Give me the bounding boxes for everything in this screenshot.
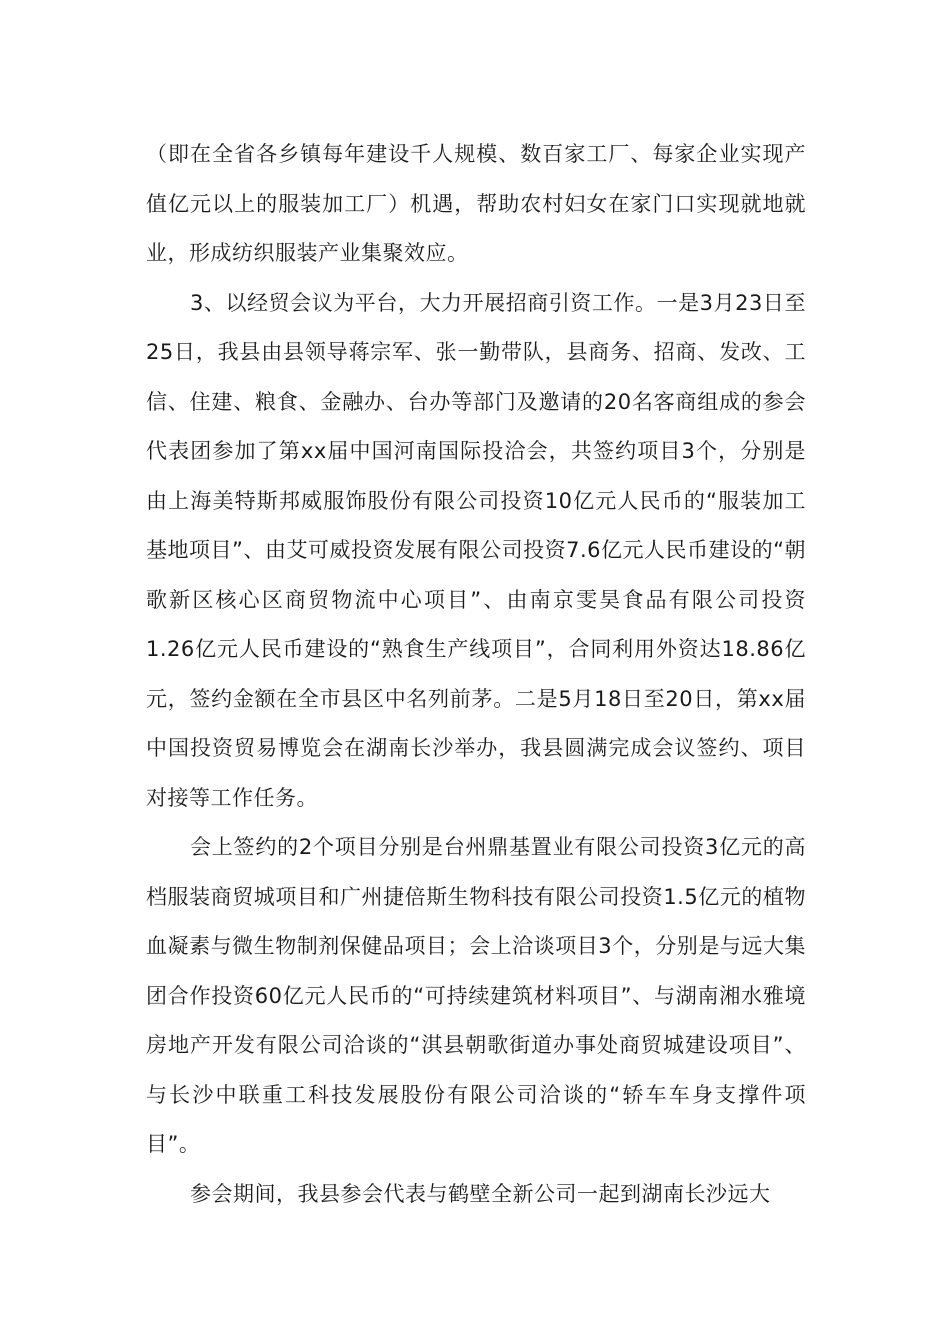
paragraph-continuation: （即在全省各乡镇每年建设千人规模、数百家工厂、每家企业实现产值亿元以上的服装加工厂）机遇，帮助农村妇女在家门口实现就地就业，形成纺织服装产业集聚效应。 <box>146 142 806 265</box>
paragraph-trade-meetings: 3、以经贸会议为平台，大力开展招商引资工作。一是3月23日至25日，我县由县领导蒋宗军、张一勤带队，县商务、招商、发改、工信、住建、粮食、金融办、台办等部门及邀请的20名客商组成的参会代表团参加了第xx届中国河南国际投洽会，共签约项目3个，分别是由上海美特斯邦威服饰股份有限公司投资10亿元人民币的“服装加工基地项目”、由艾可威投资发展有限公司投资7.6亿元人民币建设的“朝歌新区核心区商贸物流中心项目”、由南京雯昊食品有限公司投资1.26亿元人民币建设的“熟食生产线项目”，合同利用外资达18.86亿元，签约金额在全市县区中名列前茅。二是5月18日至20日，第xx届中国投资贸易博览会在湖南长沙举办，我县圆满完成会议签约、项目对接等工作任务。 <box>146 290 806 810</box>
paragraph-during-meeting: 参会期间，我县参会代表与鹤壁全新公司一起到湖南长沙远大 <box>190 1181 771 1206</box>
paragraph-signed-projects: 会上签约的2个项目分别是台州鼎基置业有限公司投资3亿元的高档服装商贸城项目和广州捷倍斯生物科技有限公司投资1.5亿元的植物血凝素与微生物制剂保健品项目；会上洽谈项目3个，分别是与远大集团合作投资60亿元人民币的“可持续建筑材料项目”、与湖南湘水雅境房地产开发有限公司洽谈的“淇县朝歌街道办事处商贸城建设项目”、与长沙中联重工科技发展股份有限公司洽谈的“轿车车身支撑件项目”。 <box>146 835 806 1156</box>
document-body <box>146 130 806 1219</box>
